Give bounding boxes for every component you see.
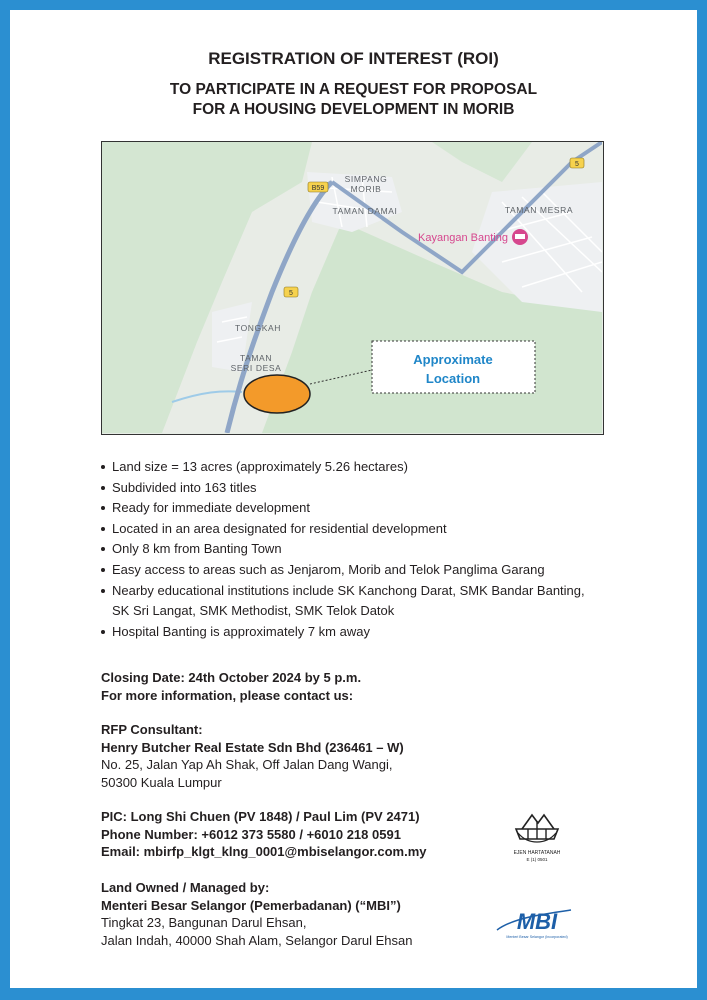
closing-section xyxy=(101,669,361,704)
list-item: Located in an area designated for residential development xyxy=(101,519,621,540)
road-5-east-label: 5 xyxy=(575,161,579,168)
list-item: Nearby educational institutions include SK Kanchong Darat, SMK Bandar Banting, xyxy=(101,581,621,602)
closing-date: Closing Date: 24th October 2024 by 5 p.m. xyxy=(101,670,362,685)
contact-prompt: For more information, please contact us: xyxy=(101,687,354,703)
owner-heading: Land Owned / Managed by: xyxy=(101,880,270,895)
consultant-heading: RFP Consultant: xyxy=(101,722,203,737)
pic-section xyxy=(101,808,427,861)
map-label-morib: MORIB xyxy=(350,184,382,194)
location-map xyxy=(101,141,604,435)
pic-email[interactable]: Email: mbirfp_klgt_klng_0001@mbiselangor.com.my xyxy=(101,844,427,859)
consultant-address-line1: No. 25, Jalan Yap Ah Shak, Off Jalan Dang Wangi, xyxy=(101,757,393,772)
map-label-simpang: SIMPANG xyxy=(344,174,388,184)
consultant-name: Henry Butcher Real Estate Sdn Bhd (236461 – W) xyxy=(101,739,404,755)
list-item: Hospital Banting is approximately 7 km away xyxy=(101,622,621,643)
ejen-logo-code: E (1) 0501 xyxy=(526,857,548,862)
list-item: Easy access to areas such as Jenjarom, Morib and Telok Panglima Garang xyxy=(101,560,621,581)
mbi-logo-text: MBI xyxy=(516,909,558,934)
list-item: Land size = 13 acres (approximately 5.26 hectares) xyxy=(101,457,621,478)
mbi-logo xyxy=(493,904,575,942)
callout-text-line1: Approximate xyxy=(413,352,493,367)
owner-address-line1: Tingkat 23, Bangunan Darul Ehsan, xyxy=(101,915,307,930)
page-subtitle-line1: TO PARTICIPATE IN A REQUEST FOR PROPOSAL xyxy=(169,81,538,98)
map-label-seri-desa: SERI DESA xyxy=(230,363,282,373)
road-5-south-label: 5 xyxy=(289,290,293,297)
owner-section xyxy=(101,879,413,949)
callout-text-line2: Location xyxy=(425,371,481,386)
list-item: Only 8 km from Banting Town xyxy=(101,539,621,560)
ejen-logo-text: EJEN HARTATANAH xyxy=(513,850,561,856)
consultant-address-line2: 50300 Kuala Lumpur xyxy=(101,774,222,790)
pic-names: PIC: Long Shi Chuen (PV 1848) / Paul Lim (PV 2471) xyxy=(101,809,420,824)
bed-icon xyxy=(515,234,525,239)
feature-list xyxy=(101,457,621,642)
list-item: Subdivided into 163 titles xyxy=(101,478,621,499)
consultant-section xyxy=(101,721,404,791)
owner-address-line2: Jalan Indah, 40000 Shah Alam, Selangor Darul Ehsan xyxy=(101,932,413,948)
list-item-continuation: SK Sri Langat, SMK Methodist, SMK Telok Datok xyxy=(112,603,395,619)
page-title: REGISTRATION OF INTEREST (ROI) xyxy=(208,49,499,68)
location-marker xyxy=(244,375,310,413)
road-b59-label: B59 xyxy=(311,185,325,192)
map-label-taman: TAMAN xyxy=(239,353,273,363)
list-item: Ready for immediate development xyxy=(101,498,621,519)
mbi-logo-subtext: Menteri Besar Selangor (Incorporated) xyxy=(506,935,568,939)
map-label-taman-damai: TAMAN DAMAI xyxy=(332,206,398,216)
owner-name: Menteri Besar Selangor (Pemerbadanan) (“MBI”) xyxy=(101,897,401,913)
map-label-taman-mesra: TAMAN MESRA xyxy=(504,205,574,215)
ejen-hartatanah-logo xyxy=(508,807,566,869)
page-subtitle-line2: FOR A HOUSING DEVELOPMENT IN MORIB xyxy=(192,101,515,118)
map-label-tongkah: TONGKAH xyxy=(234,323,282,333)
pic-phone: Phone Number: +6012 373 5580 / +6010 218 0591 xyxy=(101,826,401,842)
map-label-kayangan: Kayangan Banting xyxy=(418,232,508,244)
